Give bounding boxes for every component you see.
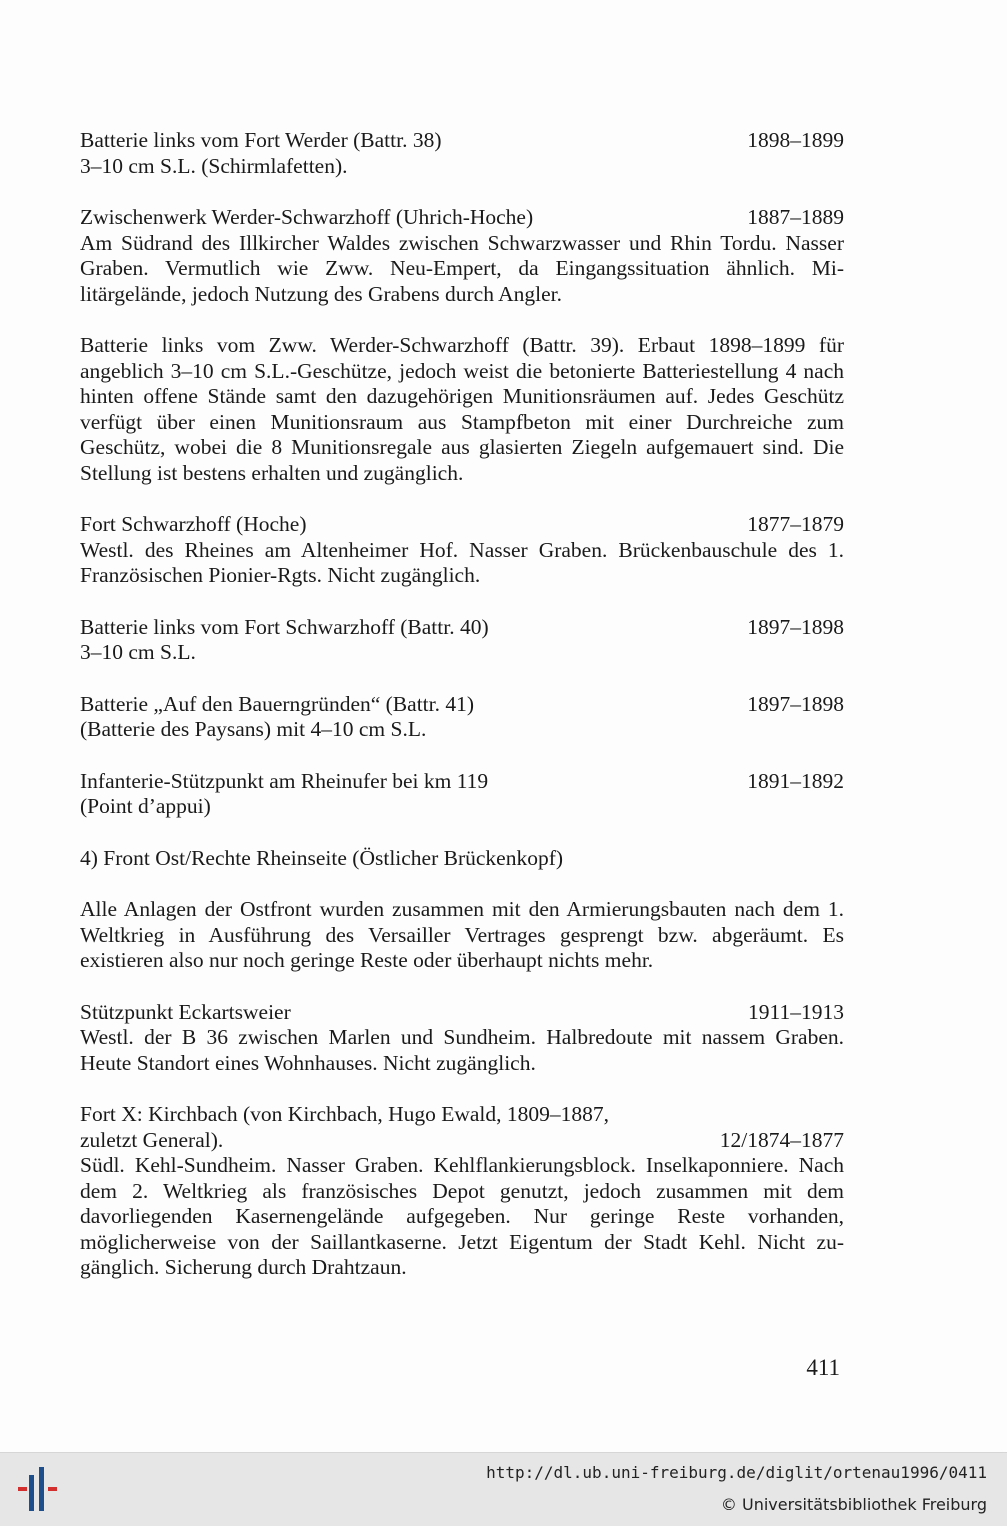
entry-infanterie-stuetzpunkt — [80, 769, 844, 820]
entry-title: Fort Schwarzhoff (Hoche) — [80, 512, 307, 536]
entry-years: 12/1874–1877 — [719, 1127, 844, 1152]
entry-years: 1898–1899 — [747, 128, 844, 152]
section-heading: 4) Front Ost/Rechte Rheinseite (Östlicher Brückenkopf) — [80, 845, 564, 870]
permalink-url[interactable]: http://dl.ub.uni-freiburg.de/diglit/ortenau1996/0411 — [486, 1463, 987, 1482]
viewer-footer — [0, 1452, 1007, 1526]
entry-description: (Batterie des Paysans) mit 4–10 cm S.L. — [80, 717, 427, 741]
entry-years: 1891–1892 — [747, 768, 844, 793]
page-number: 411 — [806, 1355, 840, 1380]
entry-title: Zwischenwerk Werder-Schwarzhoff (Uhrich-Hoche) — [80, 205, 534, 229]
entry-title: Batterie „Auf den Bauerngründen“ (Battr. 41) — [80, 691, 475, 716]
entry-description: Westl. der B 36 zwischen Marlen und Sundheim. Halbredoute mit nassem Graben. Heute Standort eines Wohnhauses. Nicht zugänglich. — [80, 1025, 844, 1075]
entry-years: 1911–1913 — [748, 999, 844, 1024]
entry-years: 1877–1879 — [747, 512, 844, 536]
entry-head — [80, 769, 844, 795]
entry-head — [80, 692, 844, 718]
entry-description: 3–10 cm S.L. — [80, 640, 196, 664]
entry-description: Westl. des Rheines am Altenheimer Hof. Nasser Graben. Brückenbauschule des 1. Französischen Pionier-Rgts. Nicht zugänglich. — [80, 537, 844, 587]
entry-head — [80, 1128, 844, 1154]
page-text — [80, 128, 844, 1307]
entry-battr40 — [80, 615, 844, 666]
entry-description: Am Südrand des Illkircher Waldes zwischen Schwarzwasser und Rhin Tordu. Nasser Graben. Vermutlich wie Zww. Neu-Empert, da Eingangssituation ähnlich. Militärgelände, jedoch Nutzung des Grabens durch Angler. — [80, 230, 844, 306]
entry-title: Stützpunkt Eckartsweier — [80, 999, 291, 1024]
entry-fort-x-kirchbach — [80, 1102, 844, 1281]
entry-title-line2: zuletzt General). — [80, 1127, 224, 1152]
entry-battr41 — [80, 692, 844, 743]
entry-battr38 — [80, 128, 844, 179]
entry-head — [80, 1000, 844, 1026]
entry-head — [80, 512, 844, 538]
entry-title-line1: Fort X: Kirchbach (von Kirchbach, Hugo Ewald, 1809–1887, — [80, 1102, 610, 1126]
entry-years: 1897–1898 — [747, 691, 844, 716]
entry-stuetzpunkt-eckartsweier — [80, 1000, 844, 1077]
entry-years: 1897–1898 — [747, 614, 844, 639]
paragraph-battr39: Batterie links vom Zww. Werder-Schwarzhoff (Battr. 39). Erbaut 1898–1899 für angeblich 3–10 cm S.L.-Geschütze, jedoch weist die betonierte Batteriestellung 4 nach hinten offene Stände samt den dazugehörigen Munitionsräumen auf. Jedes Geschütz verfügt über einen Munitionsraum aus Stampfbeton mit einer Durchreiche zum Geschütz, wobei die 8 Munitionsregale aus glasierten Ziegeln aufgemauert sind. Die Stellung ist bestens erhalten und zugänglich. — [80, 333, 844, 485]
entry-description: Südl. Kehl-Sundheim. Nasser Graben. Kehlflankierungsblock. Inselkaponniere. Nach dem 2. Weltkrieg als französisches Depot genutzt, jedoch zusammen mit dem davorliegenden Kasernengelände aufgegeben. Nur geringe Reste vorhanden, möglicherweise von der Saillantkaserne. Jetzt Eigentum der Stadt Kehl. Nicht zugänglich. Sicherung durch Drahtzaun. — [80, 1153, 844, 1279]
entry-zww-werder-schwarzhoff — [80, 205, 844, 307]
copyright-notice: © Universitätsbibliothek Freiburg — [720, 1495, 987, 1514]
entry-head — [80, 615, 844, 641]
entry-description: (Point d’appui) — [80, 794, 211, 818]
entry-years: 1887–1889 — [747, 205, 844, 229]
entry-head — [80, 205, 844, 231]
entry-fort-schwarzhoff — [80, 512, 844, 589]
entry-title: Batterie links vom Fort Werder (Battr. 38) — [80, 128, 442, 152]
ub-freiburg-logo-icon[interactable] — [14, 1465, 64, 1513]
entry-title: Batterie links vom Fort Schwarzhoff (Battr. 40) — [80, 614, 489, 639]
entry-title: Infanterie-Stützpunkt am Rheinufer bei km 119 — [80, 768, 489, 793]
entry-description: 3–10 cm S.L. (Schirmlafetten). — [80, 153, 348, 178]
entry-head — [80, 128, 844, 154]
paragraph-ostfront: Alle Anlagen der Ostfront wurden zusammen mit den Armierungsbauten nach dem 1. Weltkrieg in Ausführung des Versailler Vertrages gesprengt bzw. abgeräumt. Es existieren also nur noch geringe Reste oder überhaupt nichts mehr. — [80, 897, 844, 972]
